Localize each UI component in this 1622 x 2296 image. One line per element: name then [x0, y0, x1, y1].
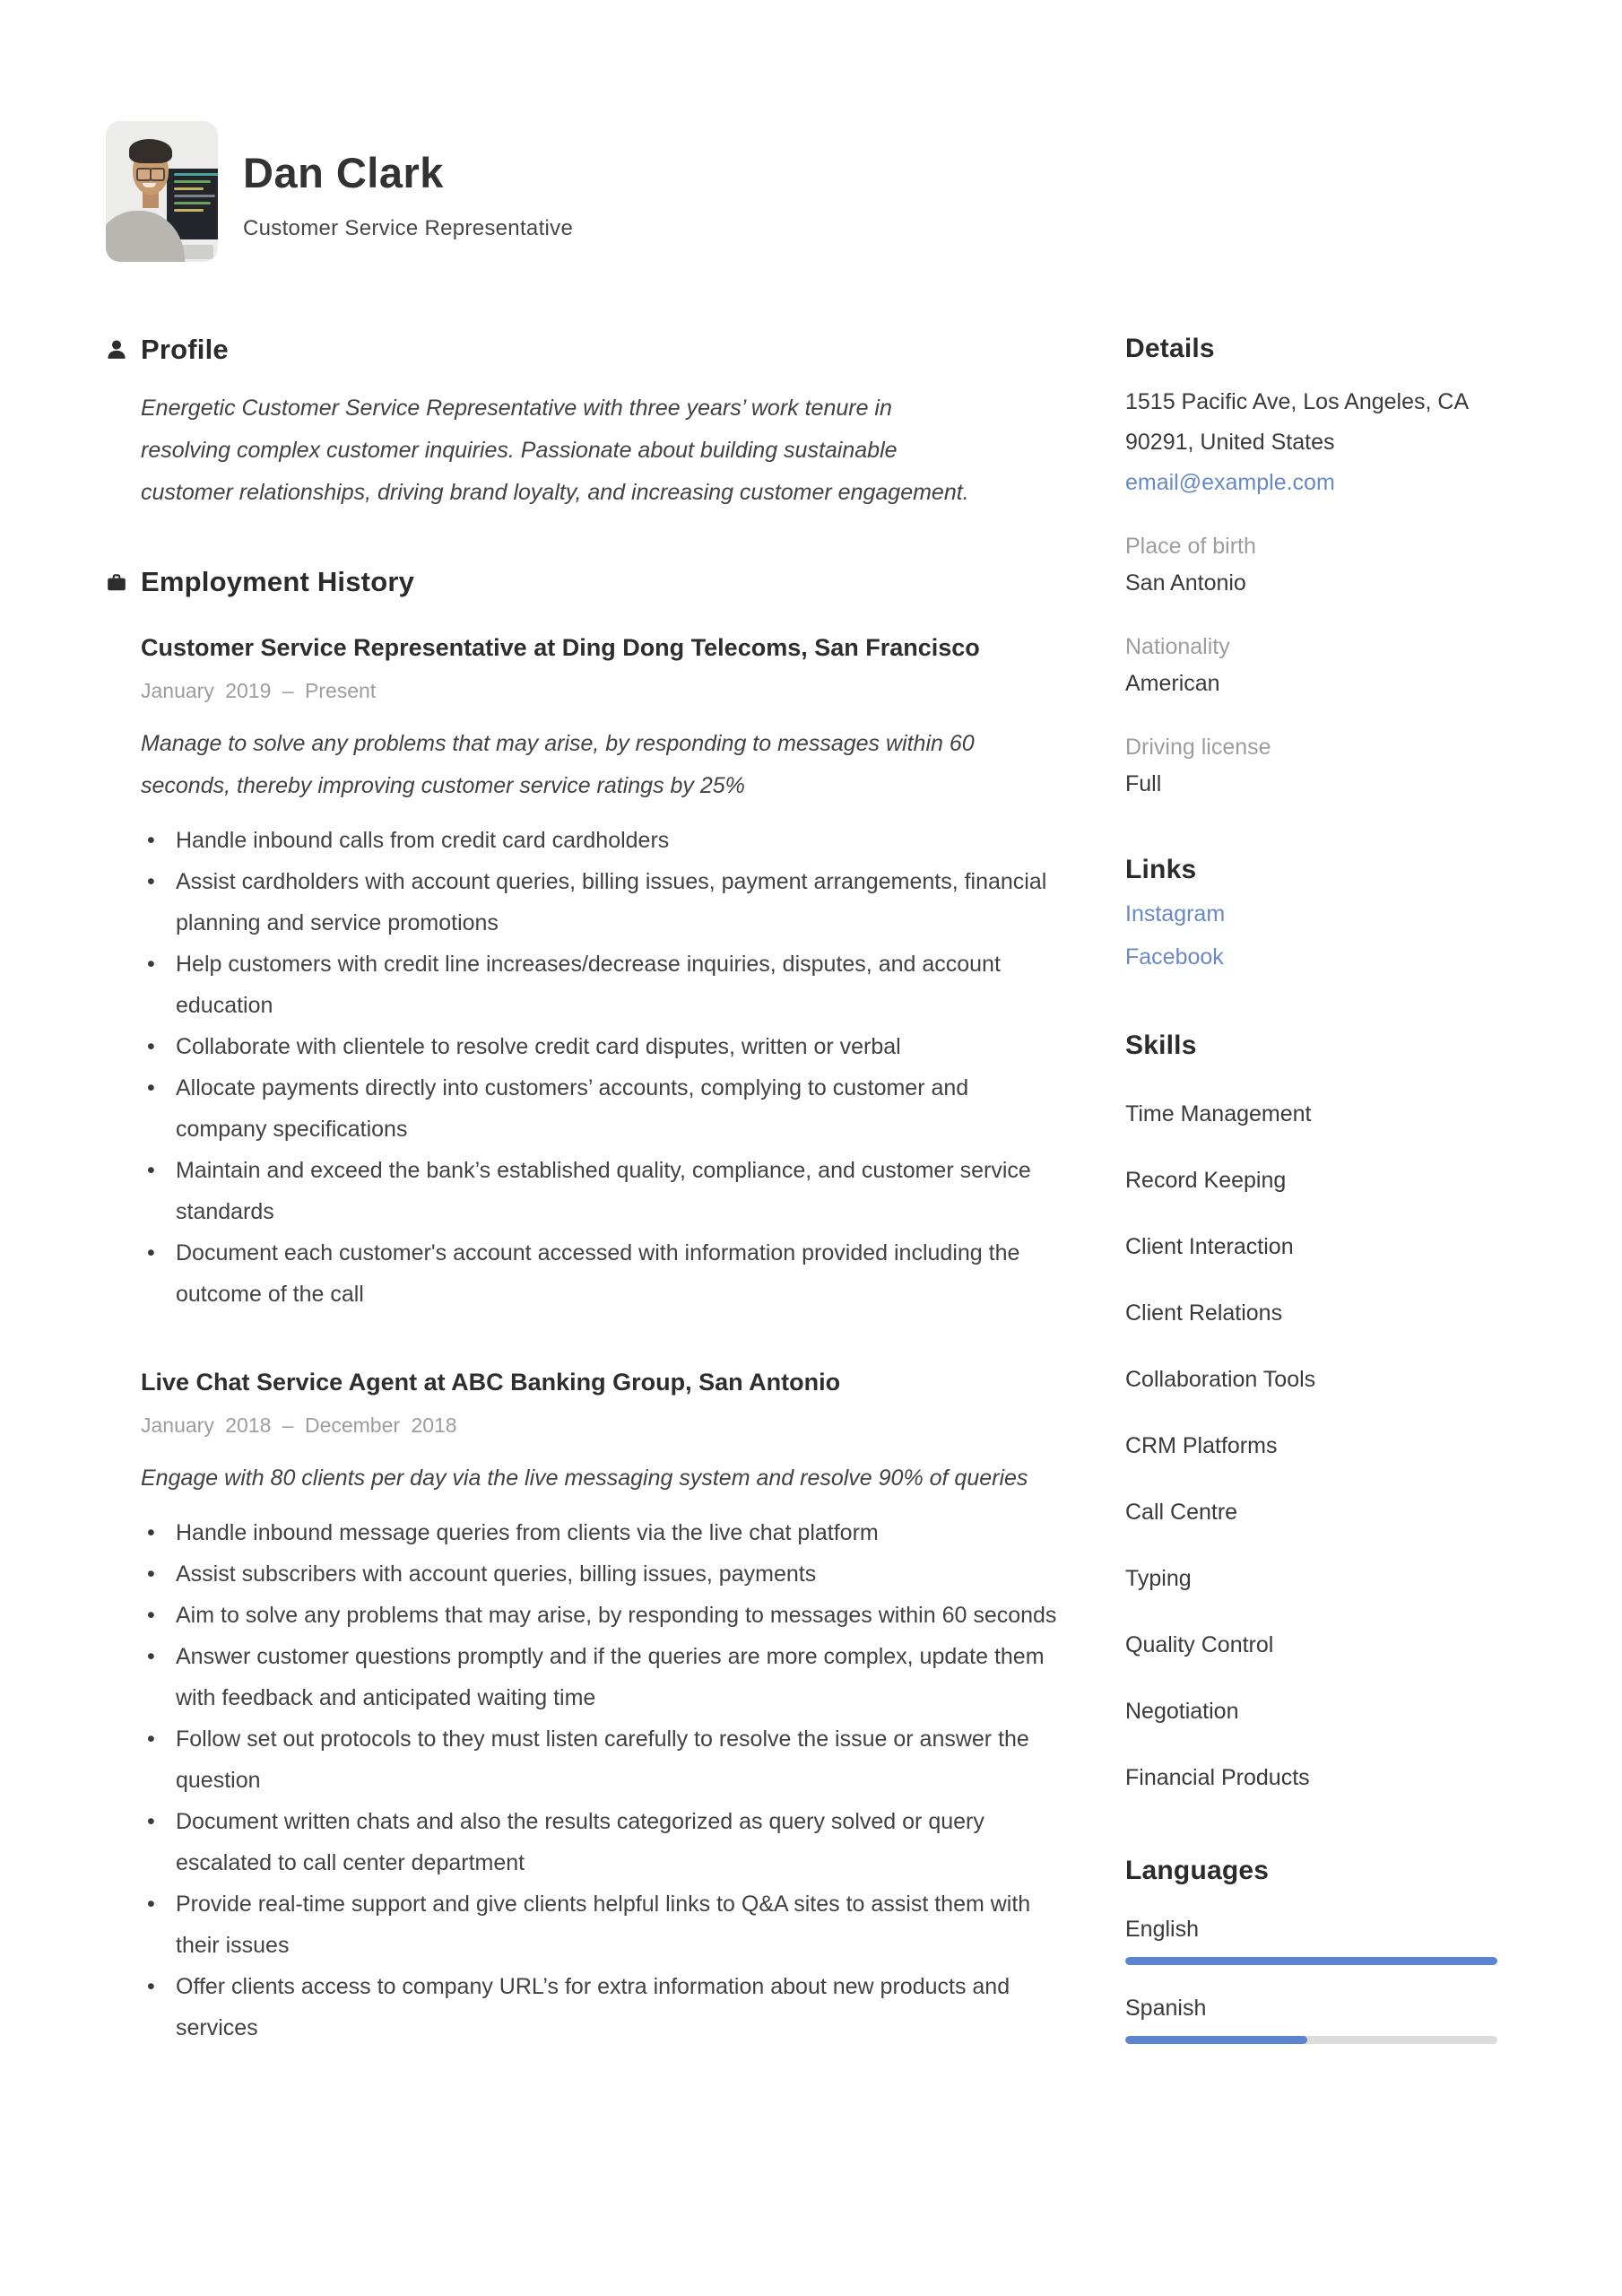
- skill-item: Record Keeping: [1125, 1168, 1287, 1193]
- main-column: [106, 334, 1079, 2048]
- bullet-item: • Provide real-time support and give clients helpful links to Q&A sites to assist them with their issues: [145, 1883, 1060, 1966]
- field-label: Place of birth: [1125, 534, 1256, 559]
- job-bullet-list: [141, 1512, 1060, 2048]
- job-summary: Manage to solve any problems that may arise, by responding to messages within 60 seconds, thereby improving customer service ratings by 25%: [141, 731, 975, 798]
- field-value: San Antonio: [1125, 570, 1246, 596]
- person-glasses-graphic: [136, 168, 166, 178]
- profile-summary: Energetic Customer Service Representative with three years’ work tenure in resolving complex customer inquiries. Passionate about building sustainable customer relationships, driving brand loyalty, and increasing customer engagement.: [141, 396, 969, 505]
- field-label: Nationality: [1125, 634, 1230, 659]
- address: 1515 Pacific Ave, Los Angeles, CA 90291, United States: [1125, 389, 1468, 455]
- language-level-bar: [1125, 2036, 1307, 2044]
- bullet-item: • Allocate payments directly into customers’ accounts, complying to customer and company specifications: [145, 1067, 1060, 1150]
- person-icon: [106, 339, 127, 361]
- field-value: Full: [1125, 771, 1162, 796]
- job-entry: [141, 1360, 1079, 2048]
- employment-heading: Employment History: [141, 566, 415, 597]
- language-name: Spanish: [1125, 1996, 1207, 2021]
- person-hair-graphic: [129, 139, 172, 163]
- resume-header: [0, 0, 1622, 262]
- bullet-item: • Maintain and exceed the bank’s established quality, compliance, and customer service standards: [145, 1150, 1060, 1232]
- language-item: [1125, 1996, 1497, 2044]
- language-level-bar: [1125, 1957, 1497, 1965]
- bullet-item: • Answer customer questions promptly and if the queries are more complex, update them with feedback and anticipated waiting time: [145, 1636, 1060, 1718]
- job-dates: January 2018 – December 2018: [141, 1413, 457, 1437]
- instagram-link[interactable]: Instagram: [1125, 901, 1226, 926]
- bullet-item: • Assist subscribers with account queries, billing issues, payments: [145, 1553, 1060, 1595]
- details-section: [1125, 334, 1497, 797]
- bullet-item: • Handle inbound message queries from clients via the live chat platform: [145, 1512, 1060, 1553]
- field-value: American: [1125, 671, 1220, 696]
- skill-item: Client Interaction: [1125, 1234, 1294, 1259]
- briefcase-icon: [106, 571, 127, 593]
- skill-item: Financial Products: [1125, 1765, 1310, 1790]
- bullet-item: • Collaborate with clientele to resolve credit card disputes, written or verbal: [145, 1026, 1060, 1067]
- language-level-track: [1125, 1957, 1497, 1965]
- job-entry: [141, 625, 1079, 1315]
- job-summary: Engage with 80 clients per day via the live messaging system and resolve 90% of queries: [141, 1465, 1028, 1491]
- facebook-link[interactable]: Facebook: [1125, 944, 1224, 970]
- skill-item: Negotiation: [1125, 1699, 1239, 1724]
- bullet-item: • Handle inbound calls from credit card cardholders: [145, 820, 1060, 861]
- languages-heading: Languages: [1125, 1856, 1270, 1885]
- skill-item: CRM Platforms: [1125, 1433, 1278, 1458]
- name-block: [243, 121, 573, 262]
- language-name: English: [1125, 1917, 1199, 1942]
- bullet-item: • Help customers with credit line increases/decrease inquiries, disputes, and account education: [145, 944, 1060, 1026]
- links-heading: Links: [1125, 855, 1197, 884]
- skill-item: Client Relations: [1125, 1300, 1283, 1326]
- bullet-item: • Aim to solve any problems that may arise, by responding to messages within 60 seconds: [145, 1595, 1060, 1636]
- skills-section: [1125, 1031, 1497, 1791]
- job-dates: January 2019 – Present: [141, 679, 377, 702]
- bullet-item: • Follow set out protocols to they must listen carefully to resolve the issue or answer the question: [145, 1718, 1060, 1801]
- language-item: [1125, 1917, 1497, 1965]
- bullet-item: • Assist cardholders with account queries, billing issues, payment arrangements, financial planning and service promotions: [145, 861, 1060, 944]
- email-link[interactable]: email@example.com: [1125, 470, 1335, 495]
- field-label: Driving license: [1125, 735, 1271, 760]
- links-section: [1125, 855, 1497, 971]
- profile-heading-row: [106, 334, 1079, 366]
- skill-item: Call Centre: [1125, 1500, 1238, 1525]
- bullet-item: • Document written chats and also the results categorized as query solved or query escalated to call center department: [145, 1801, 1060, 1883]
- job-title: Live Chat Service Agent at ABC Banking Group, San Antonio: [141, 1369, 841, 1396]
- job-title: Customer Service Representative at Ding Dong Telecoms, San Francisco: [141, 634, 980, 661]
- sidebar: [1125, 334, 1497, 2048]
- profile-section: [106, 334, 1079, 514]
- skills-heading: Skills: [1125, 1031, 1197, 1060]
- candidate-title: Customer Service Representative: [243, 216, 574, 241]
- skill-item: Quality Control: [1125, 1632, 1274, 1657]
- skill-item: Time Management: [1125, 1101, 1312, 1126]
- job-bullet-list: [141, 820, 1060, 1315]
- profile-photo: [106, 121, 218, 262]
- employment-section: [106, 566, 1079, 2048]
- employment-heading-row: [106, 566, 1079, 598]
- skill-item: Collaboration Tools: [1125, 1367, 1316, 1392]
- languages-section: [1125, 1856, 1497, 2044]
- content-columns: [0, 334, 1622, 2048]
- bullet-item: • Document each customer's account accessed with information provided including the outcome of the call: [145, 1232, 1060, 1315]
- language-level-track: [1125, 2036, 1497, 2044]
- profile-heading: Profile: [141, 334, 229, 365]
- details-heading: Details: [1125, 334, 1215, 363]
- skill-item: Typing: [1125, 1566, 1192, 1591]
- candidate-name: Dan Clark: [243, 149, 444, 196]
- bullet-item: • Offer clients access to company URL’s for extra information about new products and services: [145, 1966, 1060, 2048]
